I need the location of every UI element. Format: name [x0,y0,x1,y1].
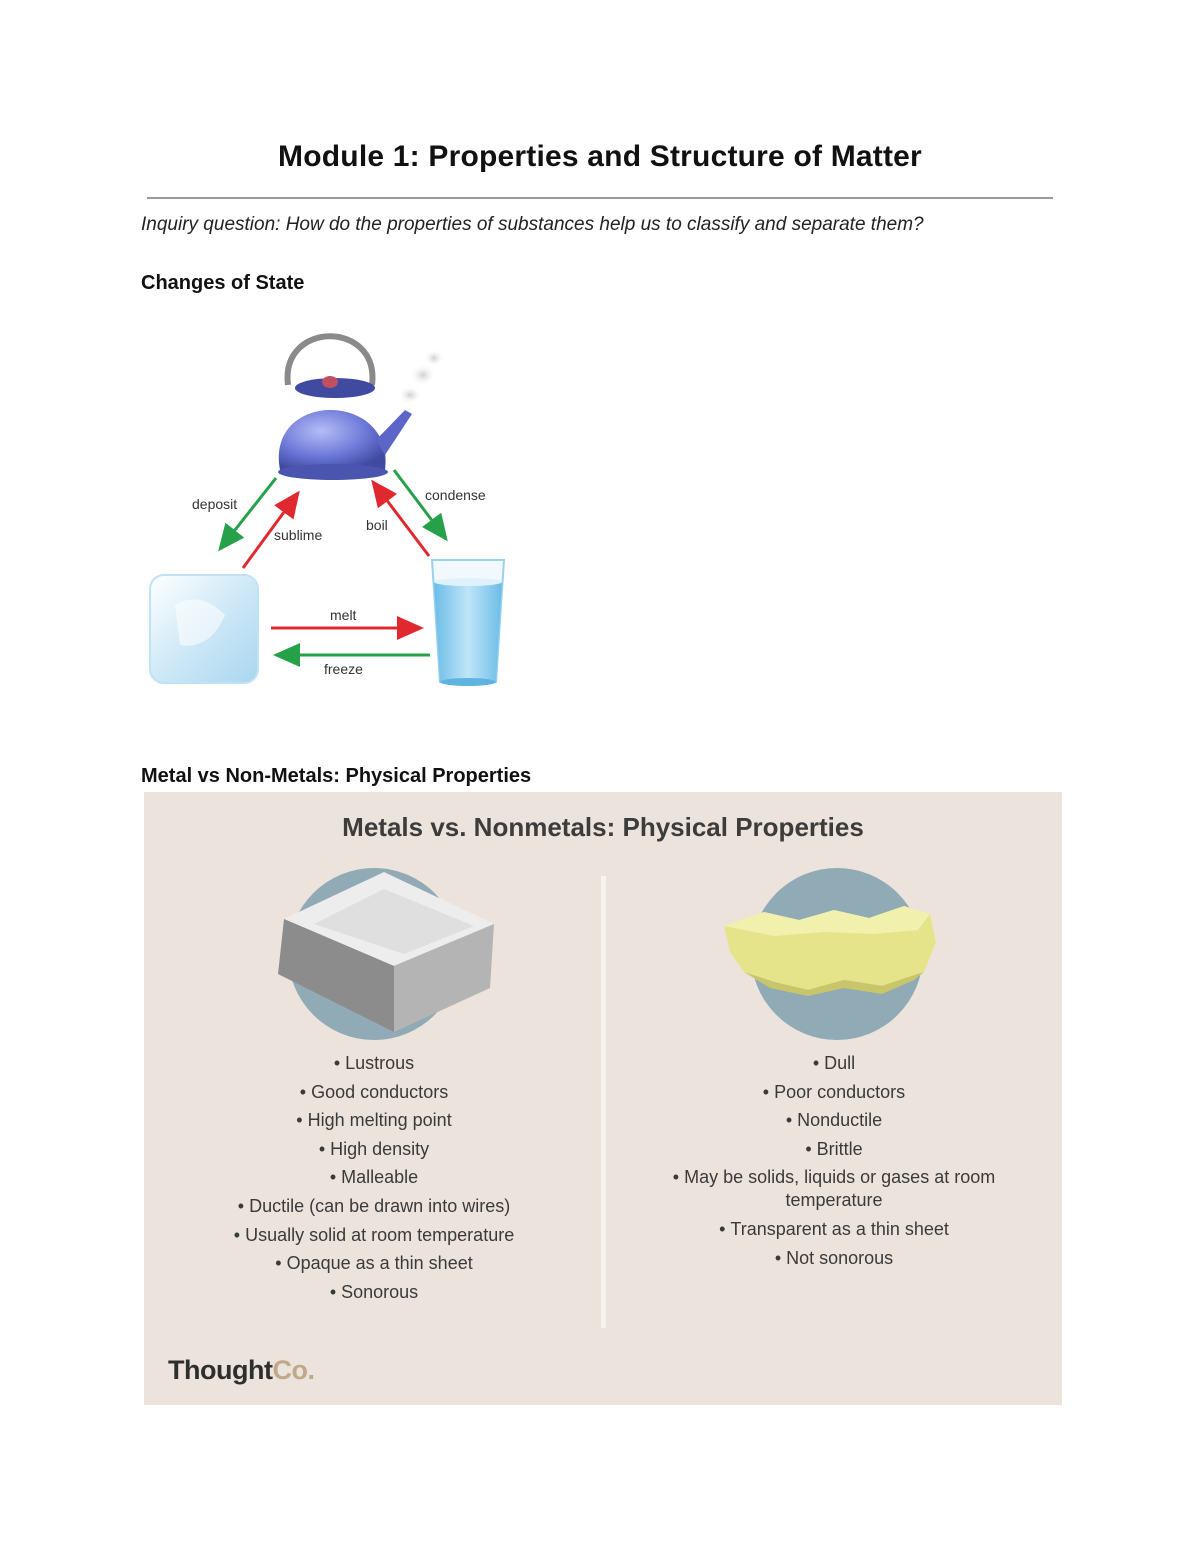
thoughtco-logo [168,1355,314,1386]
label-deposit: deposit [192,496,238,512]
ice-cube-illustration [150,575,258,683]
nonmetal-property-item: • Transparent as a thin sheet [644,1218,1024,1241]
metal-property-item: • Ductile (can be drawn into wires) [184,1195,564,1218]
nonmetal-property-item: • Dull [644,1052,1024,1075]
metal-property-item: • High density [184,1138,564,1161]
metal-property-item: • High melting point [184,1109,564,1132]
metal-property-item: • Lustrous [184,1052,564,1075]
condense-arrow [394,470,446,539]
metal-property-item: • Malleable [184,1166,564,1189]
inquiry-question: Inquiry question: How do the properties of substances help us to classify and separate them? [141,214,924,235]
label-melt: melt [330,607,357,623]
metal-property-item: • Usually solid at room temperature [184,1224,564,1247]
metals-vs-nonmetals-infographic [144,792,1062,1405]
brand-part1: Thought [168,1355,273,1385]
page-title: Module 1: Properties and Structure of Matter [278,140,922,173]
label-sublime: sublime [274,527,323,543]
nonmetal-property-item: • Nonductile [644,1109,1024,1132]
label-freeze: freeze [324,661,363,677]
deposit-arrow [220,478,276,549]
metal-property-item: • Opaque as a thin sheet [184,1252,564,1275]
metal-property-item: • Good conductors [184,1081,564,1104]
nonmetal-property-item: • Not sonorous [644,1247,1024,1270]
nonmetal-properties-list [644,1052,1024,1275]
heading-changes-of-state: Changes of State [141,272,305,294]
metal-properties-list [184,1052,564,1309]
nonmetal-property-item: • Poor conductors [644,1081,1024,1104]
heading-metals-vs-nonmetals: Metal vs Non-Metals: Physical Properties [141,765,532,787]
nonmetal-property-item: • Brittle [644,1138,1024,1161]
nonmetal-property-item: • May be solids, liquids or gases at room temperature [644,1166,1024,1212]
title-divider [147,197,1053,199]
changes-of-state-diagram [140,330,520,700]
label-boil: boil [366,517,388,533]
column-divider [601,876,606,1328]
water-glass-illustration [432,560,504,686]
infographic-title: Metals vs. Nonmetals: Physical Properties [342,812,864,842]
metal-property-item: • Sonorous [184,1281,564,1304]
brand-part2: Co. [272,1355,315,1385]
kettle-illustration [278,336,444,480]
metal-bar-illustration [244,854,504,1044]
label-condense: condense [425,487,486,503]
sulfur-lump-illustration [704,854,964,1044]
